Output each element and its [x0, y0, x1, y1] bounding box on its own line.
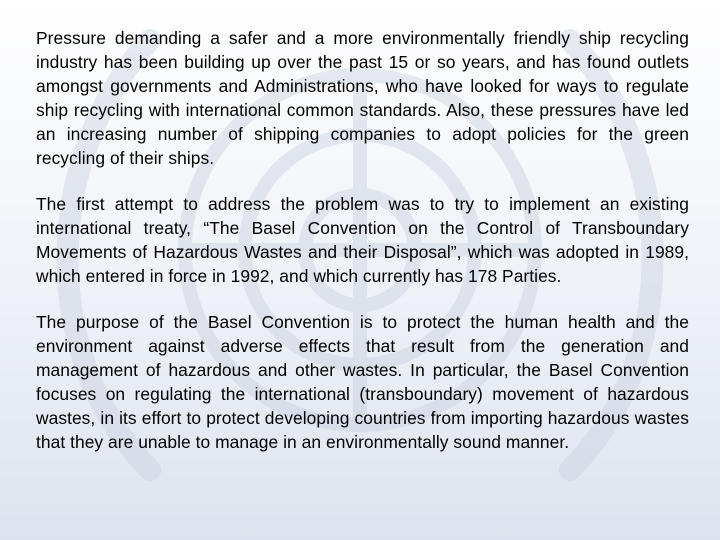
paragraph-2: The first attempt to address the problem was to try to implement an existing international treaty, “The Basel Convention on the Control of Transboundary Movements of Hazardous Wastes and their Disposal”, which was adopted in 1989, which entered in force in 1992, and which currently has 178 Parties.: [36, 194, 689, 286]
slide-body: [36, 26, 689, 476]
paragraph-1: Pressure demanding a safer and a more environmentally friendly ship recycling industry has been building up over the past 15 or so years, and has found outlets amongst governments and Administrations, who have looked for ways to regulate ship recycling with international common standards. Also, these pressures have led an increasing number of shipping companies to adopt policies for the green recycling of their ships.: [36, 28, 689, 168]
paragraph-3: The purpose of the Basel Convention is to protect the human health and the environment against adverse effects that result from the generation and management of hazardous and other wastes. In particular, the Basel Convention focuses on regulating the international (transboundary) movement of hazardous wastes, in its effort to protect developing countries from importing hazardous wastes that they are unable to manage in an environmentally sound manner.: [36, 312, 689, 452]
